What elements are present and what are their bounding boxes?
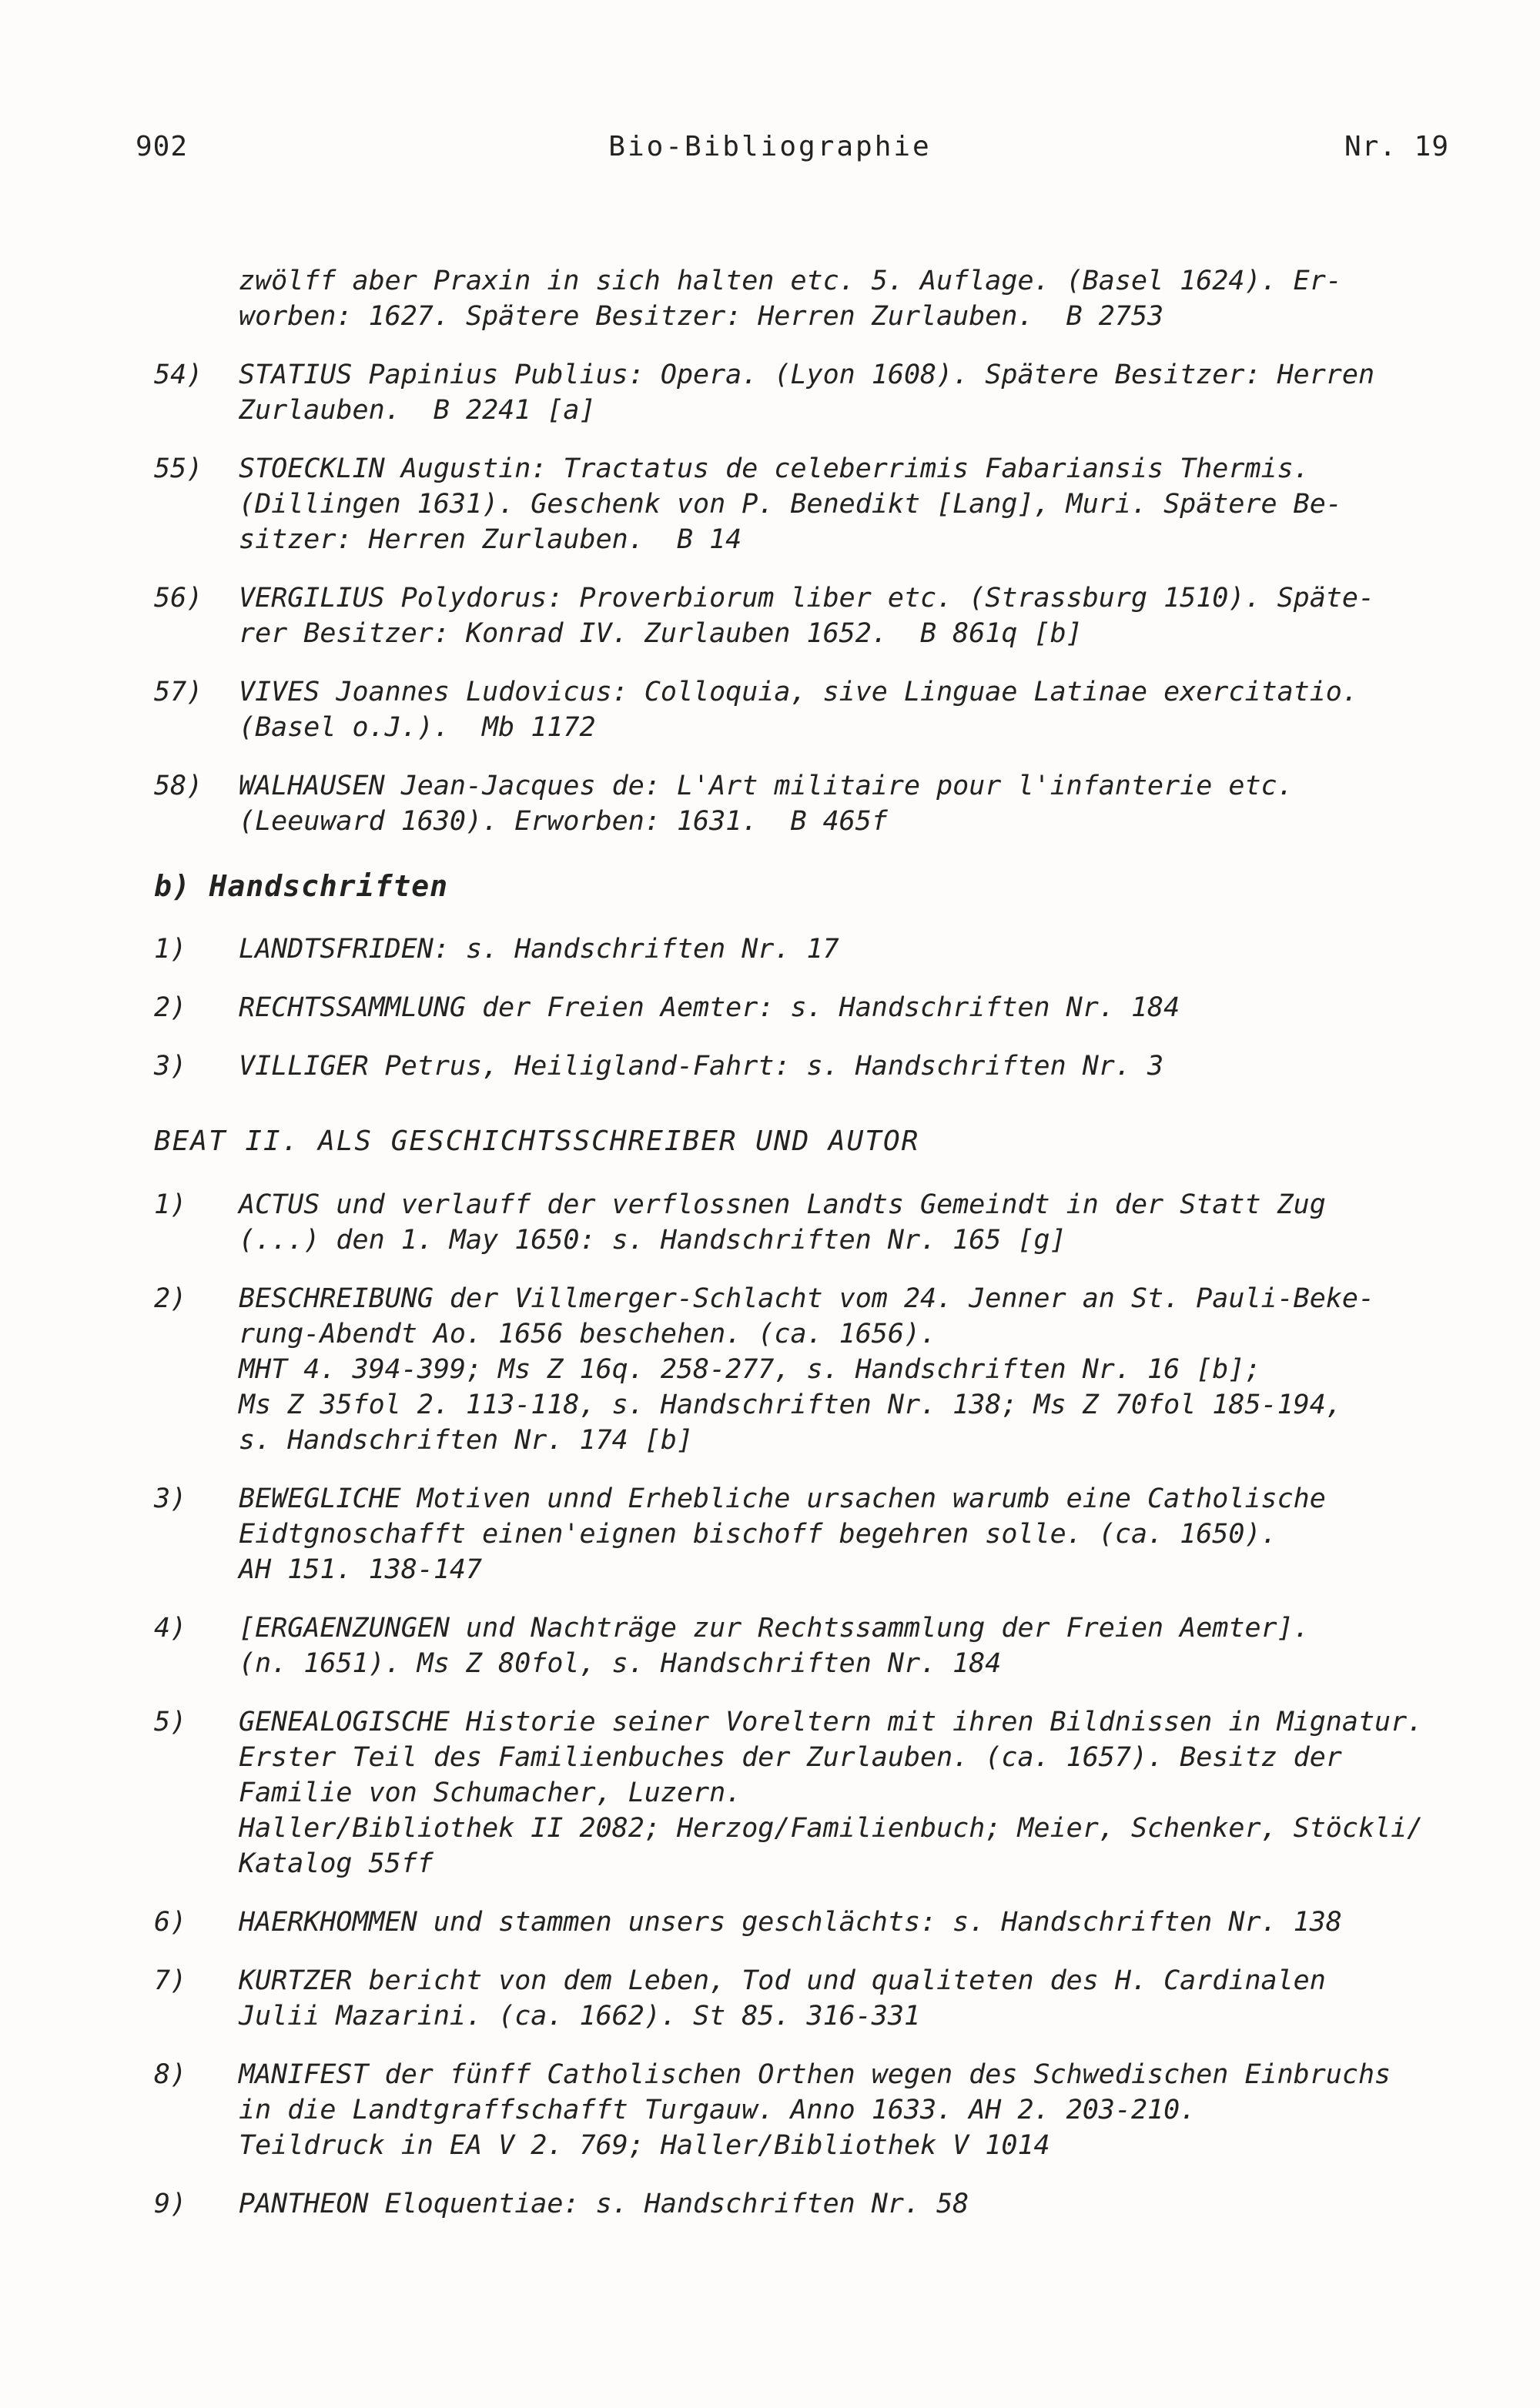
entry-number: 3) (154, 1483, 187, 1514)
page-number: 902 (136, 131, 189, 162)
entry-line: s. Handschriften Nr. 174 [b] (239, 1425, 694, 1456)
entry-line: WALHAUSEN Jean-Jacques de: L'Art militaire pour l'infanterie etc. (239, 771, 1294, 801)
entry-line: Eidtgnoschafft einen'eignen bischoff begehren solle. (ca. 1650). (239, 1519, 1277, 1550)
bibliography-entry (154, 768, 1478, 839)
entry-number: 8) (154, 2059, 187, 2090)
bibliography-entry (154, 1704, 1478, 1881)
entry-line: VIVES Joannes Ludovicus: Colloquia, sive Linguae Latinae exercitatio. (239, 677, 1358, 707)
entry-line: Katalog 55ff (239, 1848, 434, 1879)
entry-line: GENEALOGISCHE Historie seiner Voreltern mit ihren Bildnissen in Mignatur. (239, 1707, 1424, 1737)
entry-line: MHT 4. 394-399; Ms Z 16q. 258-277, s. Handschriften Nr. 16 [b]; (239, 1354, 1261, 1385)
bibliography-entry (154, 1963, 1478, 2034)
entry-line: (Leeuward 1630). Erworben: 1631. B 465f (239, 806, 888, 837)
bibliography-entry (154, 1905, 1478, 1940)
entry-number: 5) (154, 1707, 187, 1737)
entry-number: 1) (154, 1189, 187, 1220)
entry-line: worben: 1627. Spätere Besitzer: Herren Zurlauben. B 2753 (239, 301, 1164, 332)
bibliography-entry (154, 674, 1478, 745)
entry-line: RECHTSSAMMLUNG der Freien Aemter: s. Handschriften Nr. 184 (239, 992, 1180, 1023)
entry-line: MANIFEST der fünff Catholischen Orthen wegen des Schwedischen Einbruchs (239, 2059, 1391, 2090)
entry-line: Zurlauben. B 2241 [a] (239, 395, 596, 426)
entry-line: Familie von Schumacher, Luzern. (239, 1778, 742, 1808)
page-body (0, 263, 1540, 2222)
bibliography-entry (154, 2057, 1478, 2163)
entry-number: 1) (154, 934, 187, 965)
entry-number: 9) (154, 2189, 187, 2219)
section-heading-handschriften: b) Handschriften (154, 869, 449, 903)
bibliography-entry (154, 451, 1478, 557)
entry-line: STOECKLIN Augustin: Tractatus de celeberrimis Fabariansis Thermis. (239, 453, 1310, 484)
entry-line: LANDTSFRIDEN: s. Handschriften Nr. 17 (239, 934, 839, 965)
entry-line: KURTZER bericht von dem Leben, Tod und qualiteten des H. Cardinalen (239, 1965, 1326, 1996)
entry-number: 6) (154, 1907, 187, 1938)
page-title: Bio-Bibliographie (608, 131, 932, 162)
entry-line: VILLIGER Petrus, Heiligland-Fahrt: s. Handschriften Nr. 3 (239, 1051, 1164, 1082)
entry-line: (n. 1651). Ms Z 80fol, s. Handschriften Nr. 184 (239, 1648, 1002, 1679)
entry-number: 54) (154, 360, 203, 390)
entry-line: zwölff aber Praxin in sich halten etc. 5. Auflage. (Basel 1624). Er- (239, 266, 1342, 296)
entry-line: ACTUS und verlauff der verflossnen Landts Gemeindt in der Statt Zug (239, 1189, 1326, 1220)
entry-line: HAERKHOMMEN und stammen unsers geschlächts: s. Handschriften Nr. 138 (239, 1907, 1342, 1938)
entry-line: (Basel o.J.). Mb 1172 (239, 712, 596, 743)
entry-line: rung-Abendt Ao. 1656 beschehen. (ca. 1656). (239, 1319, 937, 1349)
entry-number: 4) (154, 1613, 187, 1644)
entry-line: STATIUS Papinius Publius: Opera. (Lyon 1608). Spätere Besitzer: Herren (239, 360, 1375, 390)
page-header (0, 0, 1540, 165)
entry-line: Haller/Bibliothek II 2082; Herzog/Familienbuch; Meier, Schenker, Stöckli/ (239, 1813, 1424, 1844)
entry-number: 56) (154, 583, 203, 614)
section-heading-beat: BEAT II. ALS GESCHICHTSSCHREIBER UND AUTOR (154, 1125, 920, 1157)
continuation-paragraph (154, 263, 1478, 334)
entry-line: Julii Mazarini. (ca. 1662). St 85. 316-331 (239, 2001, 921, 2032)
entry-line: Ms Z 35fol 2. 113-118, s. Handschriften Nr. 138; Ms Z 70fol 185-194, (239, 1390, 1342, 1420)
entry-number: 3) (154, 1051, 187, 1082)
bibliography-entry (154, 1481, 1478, 1587)
entry-number: 57) (154, 677, 203, 707)
entry-line: BESCHREIBUNG der Villmerger-Schlacht vom 24. Jenner an St. Pauli-Beke- (239, 1283, 1375, 1314)
bibliography-entry (154, 1281, 1478, 1458)
entry-line: in die Landtgraffschafft Turgauw. Anno 1633. AH 2. 203-210. (239, 2095, 1197, 2125)
entry-line: sitzer: Herren Zurlauben. B 14 (239, 524, 742, 555)
bibliography-entry (154, 990, 1478, 1025)
entry-line: (...) den 1. May 1650: s. Handschriften Nr. 165 [g] (239, 1225, 1066, 1256)
entry-number: 7) (154, 1965, 187, 1996)
entry-line: PANTHEON Eloquentiae: s. Handschriften Nr. 58 (239, 2189, 969, 2219)
entry-number: 55) (154, 453, 203, 484)
bibliography-entry (154, 931, 1478, 967)
entry-line: Teildruck in EA V 2. 769; Haller/Bibliothek V 1014 (239, 2130, 1050, 2161)
entry-line: rer Besitzer: Konrad IV. Zurlauben 1652. B 861q [b] (239, 618, 1083, 649)
entry-line: Erster Teil des Familienbuches der Zurlauben. (ca. 1657). Besitz der (239, 1742, 1342, 1773)
bibliography-entry (154, 1187, 1478, 1258)
entry-number: 2) (154, 992, 187, 1023)
bibliography-entry (154, 2186, 1478, 2222)
entry-line: AH 151. 138-147 (239, 1554, 483, 1585)
bibliography-entry (154, 1610, 1478, 1681)
entry-number (154, 263, 239, 334)
entry-number: 2) (154, 1283, 187, 1314)
entry-line: BEWEGLICHE Motiven unnd Erhebliche ursachen warumb eine Catholische (239, 1483, 1326, 1514)
entry-line: (Dillingen 1631). Geschenk von P. Benedikt [Lang], Muri. Spätere Be- (239, 489, 1342, 520)
issue-number: Nr. 19 (1344, 131, 1449, 162)
bibliography-entry (154, 357, 1478, 428)
entry-line: [ERGAENZUNGEN und Nachträge zur Rechtssammlung der Freien Aemter]. (239, 1613, 1310, 1644)
bibliography-entry (154, 1048, 1478, 1084)
bibliography-entry (154, 580, 1478, 651)
entry-number: 58) (154, 771, 203, 801)
entry-line: VERGILIUS Polydorus: Proverbiorum liber etc. (Strassburg 1510). Späte- (239, 583, 1375, 614)
